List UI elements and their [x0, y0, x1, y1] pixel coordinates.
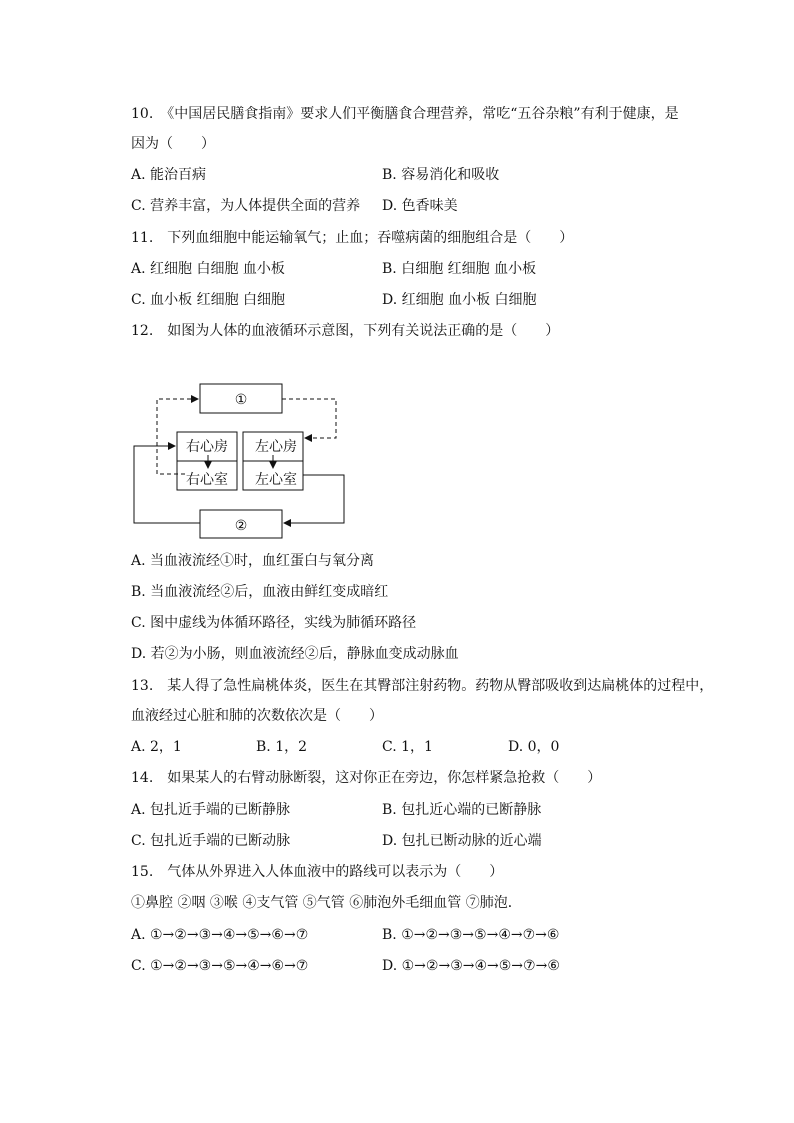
q12-option-d: D. 若②为小肠，则血液流经②后，静脉血变成动脉血 [131, 646, 459, 662]
q13-option-d: D. 0，0 [508, 739, 560, 755]
q12-option-b: B. 当血液流经②后，血液由鲜红变成暗红 [131, 584, 389, 600]
organ-box-2-label: ② [234, 518, 248, 534]
q12-option-a: A. 当血液流经①时，血红蛋白与氧分离 [131, 553, 375, 569]
q15-sequence: ①鼻腔 ②咽 ③喉 ④支气管 ⑤气管 ⑥肺泡外毛细血管 ⑦肺泡． [131, 895, 522, 911]
q11-option-a: A. 红细胞 白细胞 血小板 [131, 261, 285, 277]
q11-stem: 11. 下列血细胞中能运输氧气；止血；吞噬病菌的细胞组合是（ ） [131, 230, 574, 246]
q15-option-d: D. ①→②→③→④→⑤→⑦→⑥ [382, 958, 560, 974]
q11-option-d: D. 红细胞 血小板 白细胞 [382, 292, 537, 308]
q10-option-a: A. 能治百病 [131, 167, 207, 183]
right-atrium-label: 右心房 [186, 439, 228, 455]
left-ventricle-label: 左心室 [255, 472, 297, 488]
q11-option-b: B. 白细胞 红细胞 血小板 [382, 261, 537, 277]
q10-option-c: C. 营养丰富，为人体提供全面的营养 [131, 198, 361, 214]
q13-option-a: A. 2，1 [131, 739, 182, 755]
q11-option-c: C. 血小板 红细胞 白细胞 [131, 292, 286, 308]
q13-option-c: C. 1，1 [382, 739, 433, 755]
organ-box-1-label: ① [234, 392, 248, 408]
q15-option-c: C. ①→②→③→⑤→④→⑥→⑦ [131, 958, 309, 974]
q15-option-a: A. ①→②→③→④→⑤→⑥→⑦ [131, 927, 309, 943]
q14-stem: 14. 如果某人的右臂动脉断裂，这对你正在旁边，你怎样紧急抢救（ ） [131, 770, 602, 786]
q14-option-d: D. 包扎已断动脉的近心端 [382, 833, 542, 849]
q12-option-c: C. 图中虚线为体循环路径，实线为肺循环路径 [131, 615, 417, 631]
right-ventricle-label: 右心室 [186, 472, 228, 488]
q14-option-b: B. 包扎近心端的已断静脉 [382, 802, 542, 818]
blood-circulation-diagram [120, 375, 360, 545]
q13-option-b: B. 1，2 [256, 739, 308, 755]
left-atrium-label: 左心房 [255, 439, 297, 455]
q14-option-c: C. 包扎近手端的已断动脉 [131, 833, 291, 849]
q10-option-d: D. 色香味美 [382, 198, 458, 214]
q14-option-a: A. 包扎近手端的已断静脉 [131, 802, 291, 818]
q15-stem: 15. 气体从外界进入人体血液中的路线可以表示为（ ） [131, 864, 504, 880]
q13-stem-line1: 13. 某人得了急性扁桃体炎，医生在其臀部注射药物。药物从臀部吸收到达扁桃体的过程中， [131, 678, 714, 694]
q13-stem-line2: 血液经过心脏和肺的次数依次是（ ） [131, 708, 383, 724]
q15-option-b: B. ①→②→③→⑤→④→⑦→⑥ [382, 927, 560, 943]
q10-option-b: B. 容易消化和吸收 [382, 167, 500, 183]
q10-stem-line2: 因为（ ） [131, 136, 215, 152]
q12-stem: 12. 如图为人体的血液循环示意图，下列有关说法正确的是（ ） [131, 323, 560, 339]
q10-stem-line1: 10. 《中国居民膳食指南》要求人们平衡膳食合理营养，常吃“五谷杂粮”有利于健康，是 [131, 106, 679, 122]
